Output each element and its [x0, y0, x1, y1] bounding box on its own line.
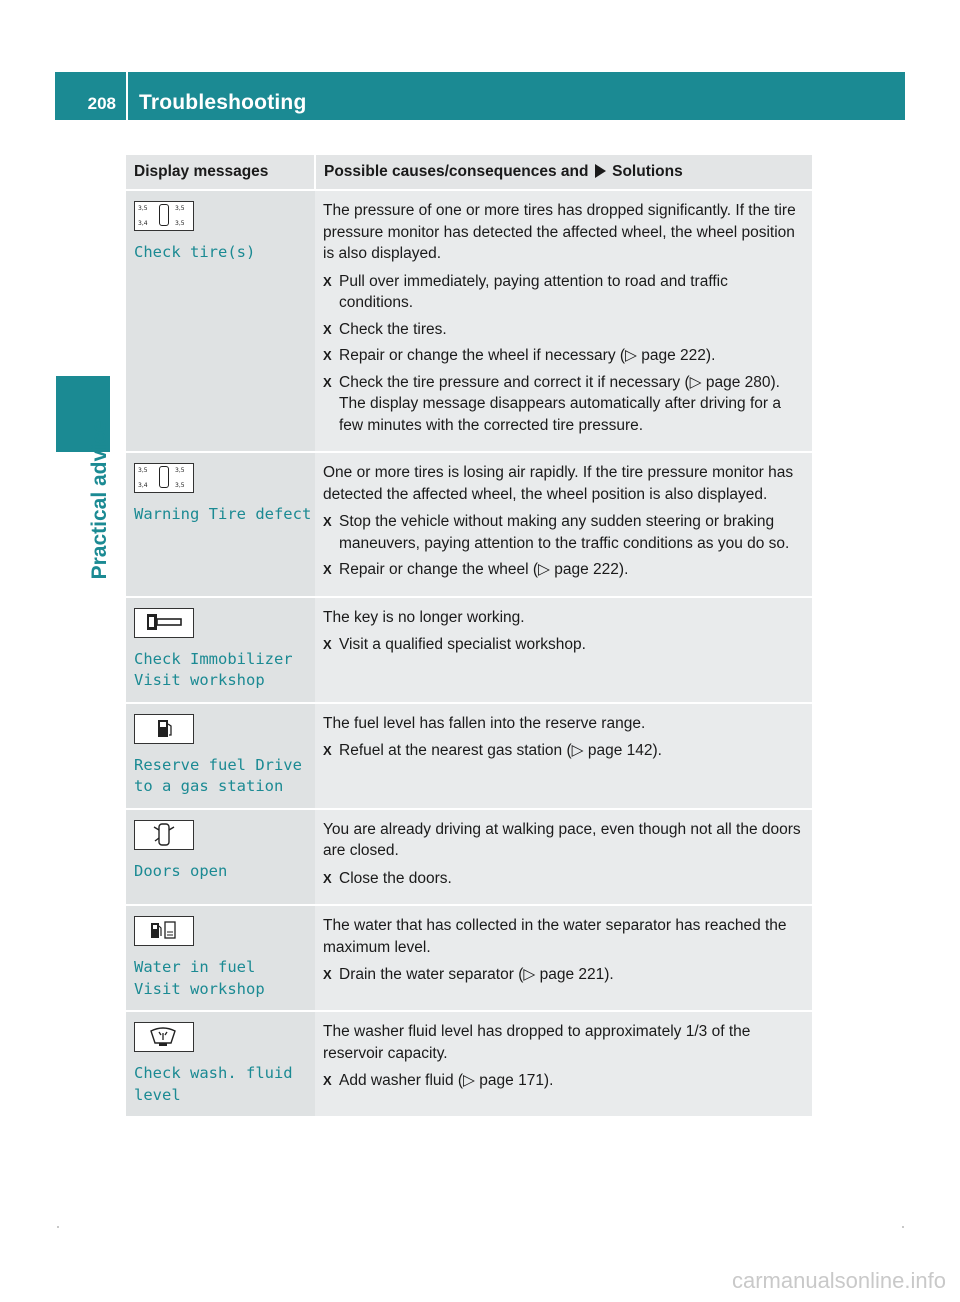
- car-outline-icon: [159, 204, 169, 226]
- fuel-pump-icon-graphic: [135, 715, 192, 742]
- solution-step: [323, 559, 804, 581]
- fuel-pump-icon: [134, 714, 194, 744]
- solution-cell: [315, 452, 812, 597]
- table-row: [126, 597, 812, 703]
- step-text: Check the tire pressure and correct it if necessary (▷ page 280).: [339, 373, 780, 391]
- display-cell: [126, 809, 315, 906]
- cause-text: The fuel level has fallen into the reserve range.: [323, 714, 646, 732]
- solution-step: [323, 372, 804, 394]
- table-row: [126, 703, 812, 809]
- solution-step: [323, 511, 804, 554]
- solution-step: [323, 964, 804, 986]
- solution-step: [323, 271, 804, 314]
- cause-text: The key is no longer working.: [323, 608, 525, 626]
- door-open-icon: [134, 820, 194, 850]
- key-icon-graphic: [135, 609, 192, 636]
- step-arrow-icon: X: [323, 743, 332, 758]
- solution-step: [323, 634, 804, 656]
- tire-pressure-icon: [134, 201, 194, 231]
- section-title: Troubleshooting: [139, 91, 307, 114]
- step-arrow-icon: X: [323, 348, 332, 363]
- display-message: Warning Tire defect: [134, 505, 312, 523]
- door-open-icon-graphic: [135, 821, 192, 848]
- solution-step: [323, 740, 804, 762]
- cause-text: The water that has collected in the water separator has reached the maximum level.: [323, 917, 787, 956]
- tire-value-rear-left: 3,4: [138, 482, 148, 489]
- tire-value-rear-left: 3,4: [138, 220, 148, 227]
- solution-step: [323, 868, 804, 890]
- cause-text: One or more tires is losing air rapidly. If the tire pressure monitor has detected the affected wheel, the wheel position is also displayed.: [323, 464, 794, 503]
- washer-fluid-icon: [134, 1022, 194, 1052]
- display-cell: [126, 597, 315, 703]
- washer-fluid-icon-graphic: [135, 1023, 192, 1050]
- display-message: Water in fuel Visit workshop: [134, 958, 265, 998]
- display-cell: [126, 703, 315, 809]
- step-text: Pull over immediately, paying attention to road and traffic conditions.: [339, 272, 728, 311]
- step-arrow-icon: X: [323, 321, 332, 337]
- cause-text: The washer fluid level has dropped to approximately 1/3 of the reservoir capacity.: [323, 1023, 751, 1062]
- step-text: Visit a qualified specialist workshop.: [339, 636, 586, 653]
- table-row: [126, 452, 812, 597]
- solution-cell: [315, 1011, 812, 1116]
- step-text: Stop the vehicle without making any sudden steering or braking maneuvers, paying attention to the traffic conditions as you do so.: [339, 513, 790, 552]
- display-messages-table: [126, 155, 812, 1116]
- solution-cell: [315, 809, 812, 906]
- col-header-prefix: Possible causes/consequences and: [324, 163, 589, 180]
- solution-cell: [315, 703, 812, 809]
- step-text: Add washer fluid (▷ page 171).: [339, 1072, 554, 1089]
- solution-cell: [315, 905, 812, 1011]
- display-cell: [126, 1011, 315, 1116]
- tire-value-front-left: 3,5: [138, 205, 148, 212]
- col-header-suffix: Solutions: [612, 163, 683, 180]
- table-row: [126, 1011, 812, 1116]
- page-number: 208: [87, 94, 116, 113]
- display-message: Check Immobilizer Visit workshop: [134, 649, 293, 689]
- table-row: [126, 905, 812, 1011]
- table-header-row: [126, 155, 812, 190]
- solution-step: [323, 1070, 804, 1092]
- solution-step: [323, 319, 804, 341]
- step-text: Close the doors.: [339, 869, 452, 887]
- car-outline-icon: [159, 466, 169, 488]
- tire-value-front-left: 3,5: [138, 467, 148, 474]
- display-cell: [126, 190, 315, 452]
- page-number-block: [55, 72, 126, 120]
- step-text: Repair or change the wheel if necessary (▷ page 222).: [339, 347, 716, 364]
- solution-step: [323, 345, 804, 367]
- step-arrow-icon: X: [323, 1073, 332, 1088]
- cause-text: The pressure of one or more tires has dropped significantly. If the tire pressure monitor has detected the affected wheel, the wheel position is also displayed.: [323, 202, 796, 262]
- tire-value-rear-right: 3,5: [175, 482, 185, 489]
- step-arrow-icon: X: [323, 967, 332, 982]
- cause-text: You are already driving at walking pace, even though not all the doors are closed.: [323, 820, 801, 859]
- table-row: [126, 190, 812, 452]
- step-arrow-icon: X: [323, 870, 332, 886]
- step-text: Refuel at the nearest gas station (▷ page 142).: [339, 742, 662, 759]
- display-message: Check tire(s): [134, 243, 256, 261]
- step-arrow-icon: X: [323, 637, 332, 652]
- key-icon: [134, 608, 194, 638]
- footer-mark: [902, 1226, 904, 1228]
- tire-value-front-right: 3,5: [175, 205, 185, 212]
- tire-pressure-icon: [134, 463, 194, 493]
- col-header-solutions: [315, 155, 812, 190]
- display-cell: [126, 452, 315, 597]
- step-note: [323, 393, 804, 436]
- water-in-fuel-icon: [134, 916, 194, 946]
- solution-cell: [315, 597, 812, 703]
- display-message: Reserve fuel Drive to a gas station: [134, 755, 302, 795]
- chapter-label: Practical advice: [88, 420, 111, 580]
- footer-mark: [57, 1226, 59, 1228]
- section-header: [128, 72, 905, 120]
- display-message: Doors open: [134, 861, 228, 880]
- tire-value-rear-right: 3,5: [175, 220, 185, 227]
- arrow-right-icon: [595, 164, 606, 178]
- step-text: Drain the water separator (▷ page 221).: [339, 966, 614, 983]
- solution-cell: [315, 190, 812, 452]
- step-arrow-icon: X: [323, 562, 332, 577]
- col-header-display-messages: Display messages: [126, 155, 315, 190]
- tire-value-front-right: 3,5: [175, 467, 185, 474]
- step-text: Check the tires.: [339, 320, 447, 338]
- watermark: carmanualsonline.info: [731, 1268, 946, 1293]
- table-row: [126, 809, 812, 906]
- display-message: Check wash. fluid level: [134, 1064, 293, 1104]
- step-arrow-icon: X: [323, 514, 332, 529]
- step-arrow-icon: X: [323, 273, 332, 289]
- water-in-fuel-icon-graphic: [135, 917, 192, 944]
- step-arrow-icon: X: [323, 374, 332, 390]
- display-cell: [126, 905, 315, 1011]
- step-note-text: The display message disappears automatically after driving for a few minutes with the corrected tire pressure.: [339, 395, 781, 434]
- step-text: Repair or change the wheel (▷ page 222).: [339, 561, 629, 578]
